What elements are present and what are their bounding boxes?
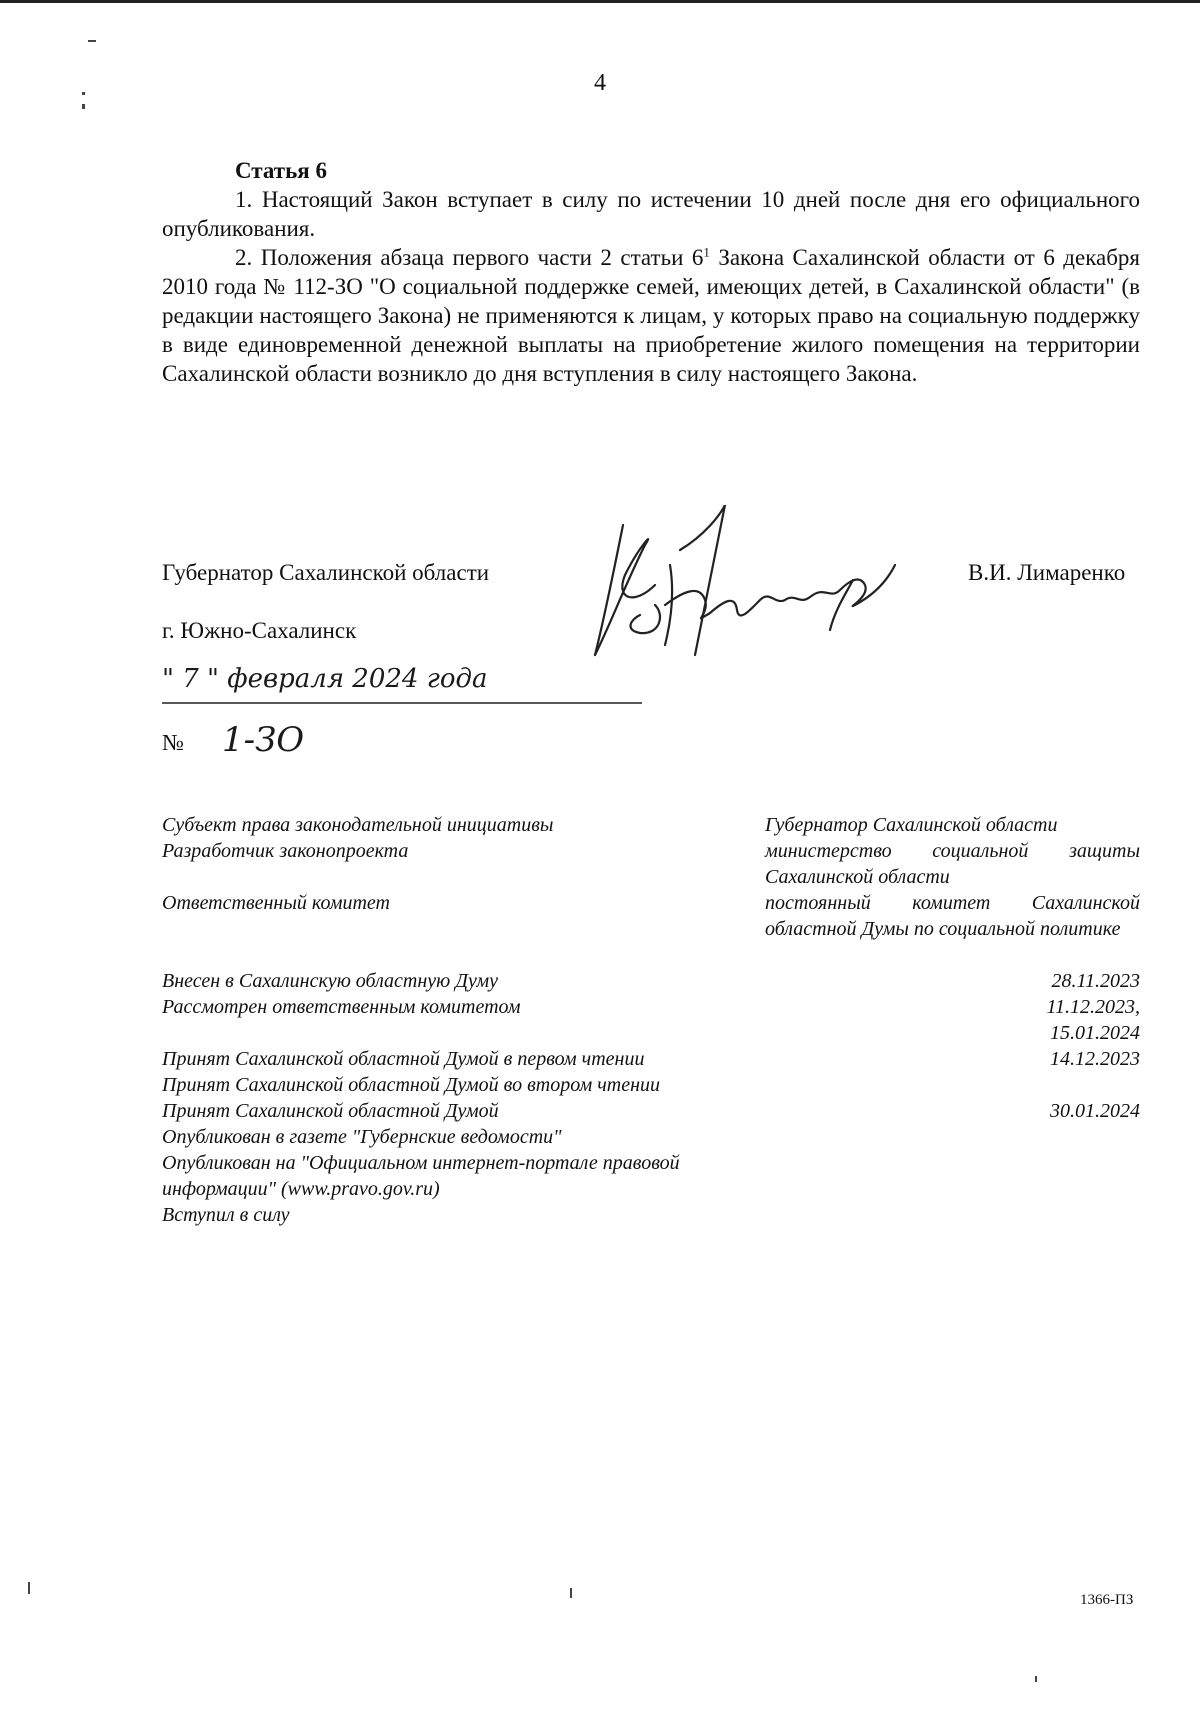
date-underline: [162, 700, 642, 706]
scan-mark: [82, 92, 85, 95]
paragraph-2-rest: Закона Сахалинской области от 6 декабря 2010 года № 112-ЗО "О социальной поддержке семей, имеющих детей, в Сахалинской области" (в редакции настоящего Закона) не применяются к лицам, у которых право на социальную поддержку в виде единовременной денежной выплаты на приобретение жилого помещения на территории Сахалинской области возникло до дня вступления в силу настоящего Закона.: [162, 245, 1141, 386]
paragraph-1: 1. Настоящий Закон вступает в силу по истечении 10 дней после дня его официального опубликования.: [162, 187, 1140, 241]
date-considered-1: 11.12.2023,: [1046, 996, 1140, 1018]
handwritten-number: 1-ЗО: [222, 720, 305, 760]
event-first-reading: Принят Сахалинской областной Думой в первом чтении: [162, 1048, 645, 1070]
governor-name: В.И. Лимаренко: [968, 560, 1126, 585]
footer-code: 1366-ПЗ: [1080, 1592, 1134, 1608]
event-in-force: Вступил в силу: [162, 1204, 290, 1226]
scan-mark: [1035, 1676, 1037, 1682]
scan-mark: [28, 1582, 30, 1594]
handwritten-date: " 7 " февраля 2024 года: [162, 664, 488, 694]
event-considered: Рассмотрен ответственным комитетом: [162, 996, 521, 1018]
meta-value-developer: министерство социальной защиты Сахалинской области: [765, 840, 1140, 888]
governor-title: Губернатор Сахалинской области: [162, 560, 490, 585]
meta-label-initiative: Субъект права законодательной инициативы: [162, 814, 554, 836]
date-adopted: 30.01.2024: [1050, 1100, 1140, 1122]
number-label: №: [162, 730, 184, 755]
event-second-reading: Принят Сахалинской областной Думой во втором чтении: [162, 1074, 661, 1096]
scan-mark: [82, 104, 85, 109]
article-body: [162, 156, 1140, 388]
event-published-newspaper: Опубликован в газете "Губернские ведомости": [162, 1126, 562, 1148]
meta-label-developer: Разработчик законопроекта: [162, 840, 409, 862]
meta-value-initiative: Губернатор Сахалинской области: [765, 814, 1058, 836]
meta-label-committee: Ответственный комитет: [162, 892, 390, 914]
handwritten-signature: [585, 505, 915, 680]
superscript: 1: [703, 244, 710, 260]
event-published-portal: Опубликован на "Официальном интернет-портале правовой информации" (www.pravo.gov.ru): [162, 1152, 680, 1200]
meta-value-committee: постоянный комитет Сахалинской областной Думы по социальной политике: [765, 892, 1140, 940]
city: г. Южно-Сахалинск: [162, 618, 357, 643]
article-title: Статья 6: [235, 158, 327, 183]
event-introduced: Внесен в Сахалинскую областную Думу: [162, 970, 499, 992]
page-number: 4: [594, 70, 606, 96]
date-first-reading: 14.12.2023: [1050, 1048, 1140, 1070]
date-introduced: 28.11.2023: [1051, 970, 1140, 992]
scan-mark: [570, 1588, 572, 1598]
date-considered-2: 15.01.2024: [1050, 1022, 1140, 1044]
paragraph-2-start: 2. Положения абзаца первого части 2 статьи 6: [235, 245, 704, 270]
event-adopted: Принят Сахалинской областной Думой: [162, 1100, 499, 1122]
top-border: [0, 0, 1200, 3]
scan-mark: [88, 40, 96, 42]
paragraph-2: [162, 243, 1140, 388]
